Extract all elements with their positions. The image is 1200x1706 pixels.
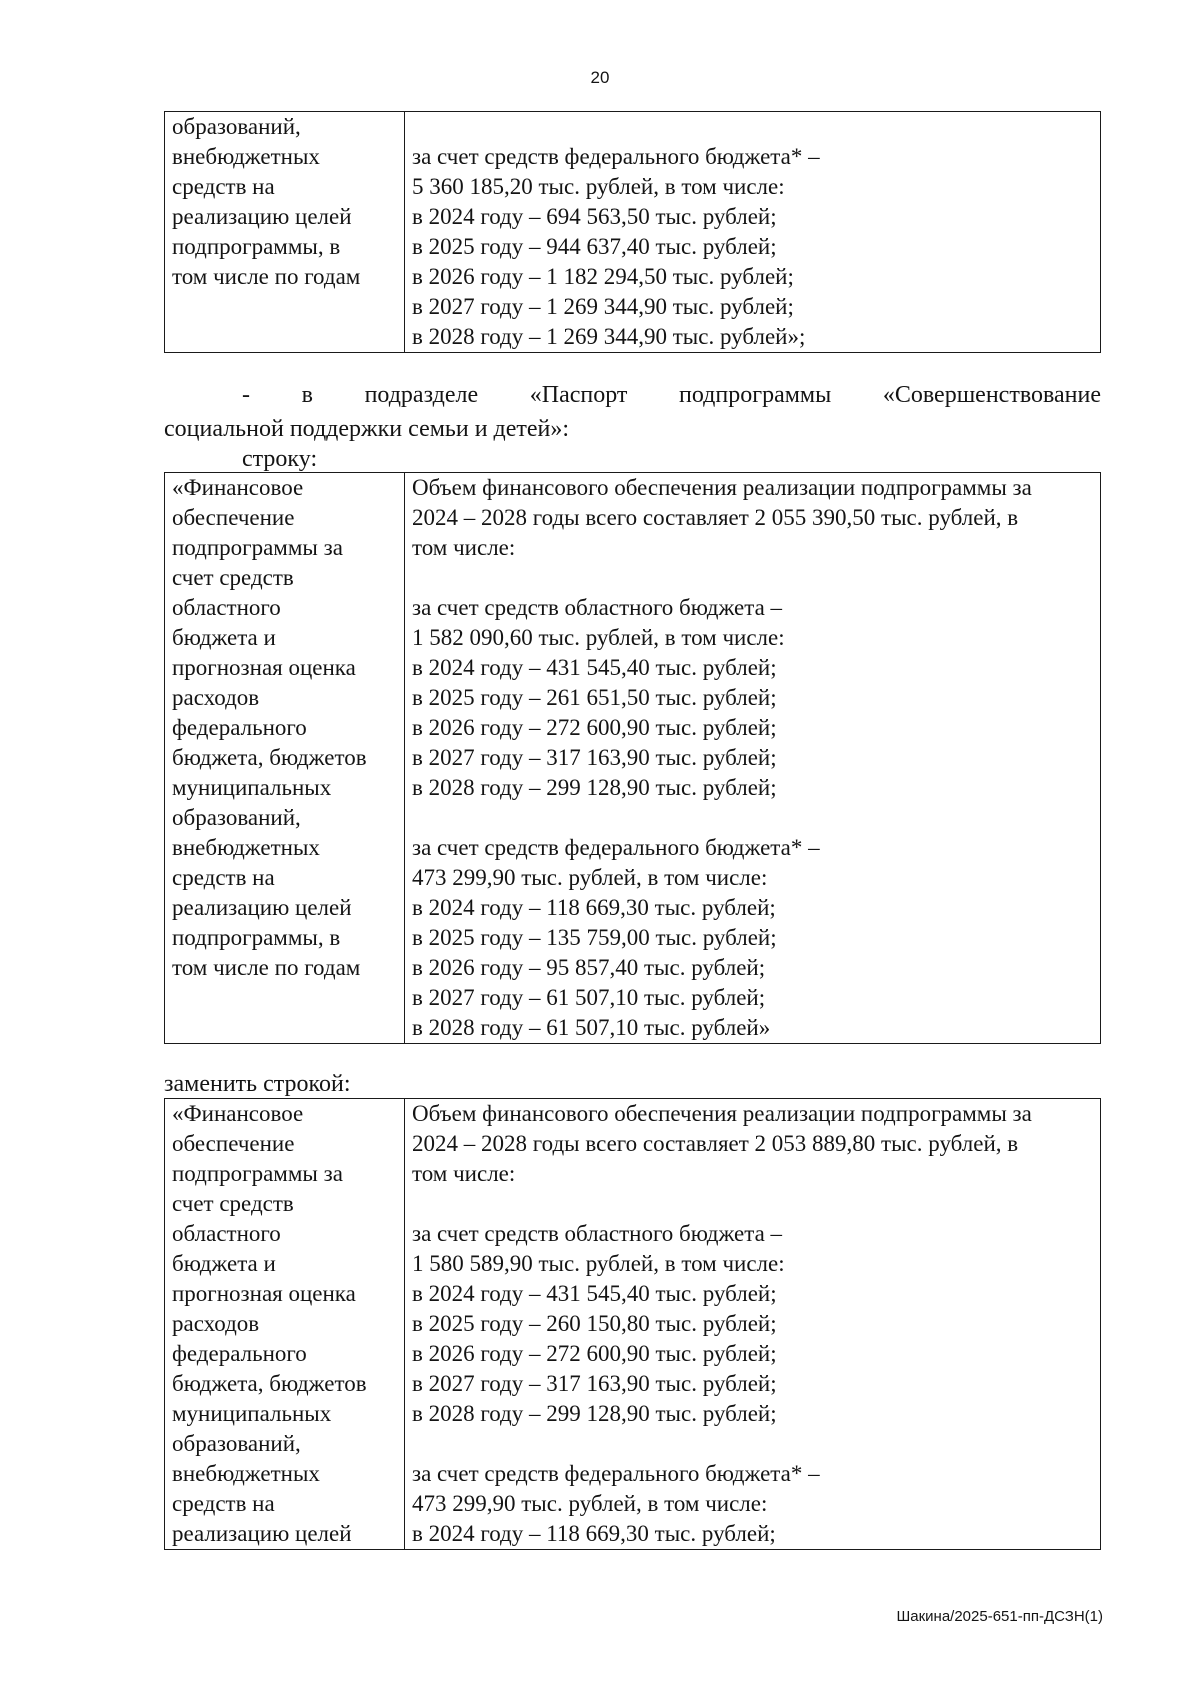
cell-line: средств на (172, 174, 275, 199)
cell-line: внебюджетных (172, 835, 320, 860)
cell-line: 1 582 090,60 тыс. рублей, в том числе: (412, 625, 785, 650)
cell-line: образований, (172, 805, 301, 830)
cell-line: в 2028 году – 299 128,90 тыс. рублей; (412, 775, 777, 800)
cell-line: в 2026 году – 1 182 294,50 тыс. рублей; (412, 264, 794, 289)
cell-line: внебюджетных (172, 1461, 320, 1486)
cell-line: счет средств (172, 565, 294, 590)
cell-line: 473 299,90 тыс. рублей, в том числе: (412, 1491, 768, 1516)
label-replace: заменить строкой: (164, 1071, 351, 1097)
funding-table-old (164, 472, 1101, 1044)
cell-line: обеспечение (172, 505, 295, 530)
cell-line: в 2028 году – 61 507,10 тыс. рублей» (412, 1015, 771, 1040)
cell-line: в 2025 году – 260 150,80 тыс. рублей; (412, 1311, 777, 1336)
cell-line: Объем финансового обеспечения реализации подпрограммы за (412, 475, 1032, 500)
blank-line (412, 563, 1096, 593)
cell-line: «Финансовое (172, 475, 304, 500)
cell-line: 2024 – 2028 годы всего составляет 2 055 390,50 тыс. рублей, в (412, 505, 1019, 530)
cell-line: муниципальных (172, 775, 332, 800)
table-right-cell (405, 473, 1101, 1044)
cell-line: за счет средств областного бюджета – (412, 1221, 783, 1246)
cell-line: том числе: (412, 1161, 516, 1186)
cell-line: за счет средств областного бюджета – (412, 595, 783, 620)
cell-line: Объем финансового обеспечения реализации подпрограммы за (412, 1101, 1032, 1126)
cell-line: в 2024 году – 431 545,40 тыс. рублей; (412, 1281, 777, 1306)
cell-line: в 2026 году – 272 600,90 тыс. рублей; (412, 1341, 777, 1366)
cell-line: в 2024 году – 118 669,30 тыс. рублей; (412, 895, 776, 920)
cell-line: в 2028 году – 1 269 344,90 тыс. рублей»; (412, 324, 806, 349)
table-row (165, 473, 1101, 1044)
cell-line: за счет средств федерального бюджета* – (412, 835, 820, 860)
funding-table-new (164, 1098, 1101, 1550)
blank-line (412, 112, 1096, 142)
cell-line: прогнозная оценка (172, 1281, 356, 1306)
cell-line: 473 299,90 тыс. рублей, в том числе: (412, 865, 768, 890)
cell-line: в 2024 году – 694 563,50 тыс. рублей; (412, 204, 777, 229)
cell-line: 2024 – 2028 годы всего составляет 2 053 889,80 тыс. рублей, в (412, 1131, 1019, 1156)
cell-line: в 2027 году – 1 269 344,90 тыс. рублей; (412, 294, 794, 319)
cell-line: реализацию целей (172, 895, 352, 920)
cell-line: образований, (172, 1431, 301, 1456)
cell-line: бюджета, бюджетов (172, 745, 367, 770)
cell-line: федерального (172, 715, 307, 740)
cell-line: реализацию целей (172, 1521, 352, 1546)
cell-line: внебюджетных (172, 144, 320, 169)
cell-line: образований, (172, 114, 301, 139)
cell-line: бюджета и (172, 1251, 276, 1276)
funding-table-continuation (164, 111, 1101, 353)
document-code: Шакина/2025-651-пп-ДСЗН(1) (896, 1608, 1103, 1625)
cell-line: обеспечение (172, 1131, 295, 1156)
cell-line: за счет средств федерального бюджета* – (412, 144, 820, 169)
blank-line (412, 1429, 1096, 1459)
cell-line: средств на (172, 1491, 275, 1516)
cell-line: в 2025 году – 261 651,50 тыс. рублей; (412, 685, 777, 710)
cell-line: за счет средств федерального бюджета* – (412, 1461, 820, 1486)
cell-line: в 2026 году – 272 600,90 тыс. рублей; (412, 715, 777, 740)
cell-line: в 2027 году – 317 163,90 тыс. рублей; (412, 1371, 777, 1396)
cell-line: в 2025 году – 944 637,40 тыс. рублей; (412, 234, 777, 259)
cell-line: в 2024 году – 118 669,30 тыс. рублей; (412, 1521, 776, 1546)
cell-line: в 2028 году – 299 128,90 тыс. рублей; (412, 1401, 777, 1426)
cell-line: «Финансовое (172, 1101, 304, 1126)
table-right-cell (405, 1099, 1101, 1550)
cell-line: реализацию целей (172, 204, 352, 229)
cell-line: бюджета и (172, 625, 276, 650)
cell-line: том числе по годам (172, 955, 361, 980)
page-number: 20 (590, 68, 610, 87)
cell-line: в 2027 году – 317 163,90 тыс. рублей; (412, 745, 777, 770)
table-row (165, 1099, 1101, 1550)
paragraph-line: социальной поддержки семьи и детей»: (164, 416, 570, 442)
cell-line: том числе: (412, 535, 516, 560)
cell-line: областного (172, 1221, 281, 1246)
cell-line: средств на (172, 865, 275, 890)
paragraph-line: - в подразделе «Паспорт подпрограммы «Совершенствование (242, 382, 1101, 408)
table-left-cell (165, 112, 405, 353)
cell-line: 5 360 185,20 тыс. рублей, в том числе: (412, 174, 785, 199)
cell-line: подпрограммы, в (172, 234, 341, 259)
cell-line: в 2025 году – 135 759,00 тыс. рублей; (412, 925, 777, 950)
cell-line: подпрограммы за (172, 535, 343, 560)
blank-line (412, 1189, 1096, 1219)
table-row (165, 112, 1101, 353)
cell-line: бюджета, бюджетов (172, 1371, 367, 1396)
cell-line: областного (172, 595, 281, 620)
table-right-cell (405, 112, 1101, 353)
cell-line: в 2027 году – 61 507,10 тыс. рублей; (412, 985, 766, 1010)
cell-line: счет средств (172, 1191, 294, 1216)
cell-line: 1 580 589,90 тыс. рублей, в том числе: (412, 1251, 785, 1276)
cell-line: том числе по годам (172, 264, 361, 289)
label-row: строку: (242, 446, 318, 472)
cell-line: прогнозная оценка (172, 655, 356, 680)
amendment-paragraph (164, 378, 1101, 446)
cell-line: федерального (172, 1341, 307, 1366)
cell-line: подпрограммы, в (172, 925, 341, 950)
cell-line: расходов (172, 685, 260, 710)
table-left-cell (165, 1099, 405, 1550)
cell-line: муниципальных (172, 1401, 332, 1426)
cell-line: в 2024 году – 431 545,40 тыс. рублей; (412, 655, 777, 680)
table-left-cell (165, 473, 405, 1044)
cell-line: расходов (172, 1311, 260, 1336)
cell-line: в 2026 году – 95 857,40 тыс. рублей; (412, 955, 766, 980)
cell-line: подпрограммы за (172, 1161, 343, 1186)
blank-line (412, 803, 1096, 833)
